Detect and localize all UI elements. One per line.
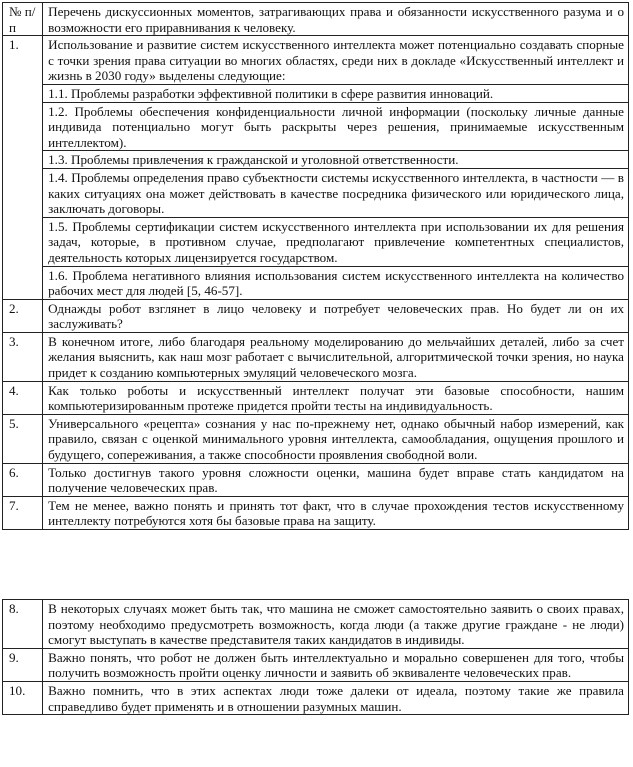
row-text: Универсального «рецепта» сознания у нас по-прежнему нет, однако обычный набор измерений, как правило, связан с оценкой минимального уровня интеллекта, самообладания, ощущения прошлого и будущего, сопереживания, а также способности проявления свободной воли. <box>43 414 629 463</box>
table-row <box>3 600 629 649</box>
table-row <box>3 463 629 496</box>
table-header-row <box>3 3 629 36</box>
table-row <box>3 496 629 529</box>
row-number: 7. <box>3 496 43 529</box>
table-row <box>3 381 629 414</box>
table-row <box>3 36 629 85</box>
sub-row <box>3 151 629 169</box>
row-text: Использование и развитие систем искусственного интеллекта может потенциально создавать спорные с точки зрения права ситуации во многих областях, среди них в докладе «Искусственный интеллект и жизнь в 2030 году» выделены следующие: <box>43 36 629 85</box>
sub-item: 1.4. Проблемы определения право субъектности системы искусственного интеллекта, в частности — в каких ситуациях она может действовать в качестве посредника физического или юридического лица, заключать договоры. <box>43 168 629 217</box>
row-text: Тем не менее, важно понять и принять тот факт, что в случае прохождения тестов искусственному интеллекту потребуются хотя бы базовые права на защиту. <box>43 496 629 529</box>
sub-row <box>3 266 629 299</box>
row-number: 3. <box>3 332 43 381</box>
discussion-table-continued <box>2 599 629 715</box>
sub-item: 1.1. Проблемы разработки эффективной политики в сфере развития инноваций. <box>43 84 629 102</box>
table-row <box>3 332 629 381</box>
sub-row <box>3 102 629 151</box>
row-number: 6. <box>3 463 43 496</box>
row-text: Важно помнить, что в этих аспектах люди тоже далеки от идеала, поэтому такие же правила справедливо будет применять и в отношении разумных машин. <box>43 681 629 714</box>
row-text: В конечном итоге, либо благодаря реальному моделированию до мельчайших деталей, либо за счет желания выяснить, как наш мозг работает с вычислительной, алгоритмической точки зрения, но наука придет к созданию компьютерных эмуляций человеческого мозга. <box>43 332 629 381</box>
sub-item: 1.2. Проблемы обеспечения конфиденциальности личной информации (поскольку личные данные индивида потенциально могут быть раскрыты через решения, принимаемые искусственным интеллектом). <box>43 102 629 151</box>
sub-row <box>3 84 629 102</box>
table-row <box>3 648 629 681</box>
row-number: 5. <box>3 414 43 463</box>
row-text: В некоторых случаях может быть так, что машина не сможет самостоятельно заявить о своих правах, поэтому необходимо предусмотреть возможность, когда люди (а также другие граждане - не люди) смогут выступать в качестве представителя таких кандидатов в индивиды. <box>43 600 629 649</box>
table-row <box>3 299 629 332</box>
row-text: Как только роботы и искусственный интеллект получат эти базовые способности, нашим компьютеризированным протеже придется пройти тесты на индивидуальность. <box>43 381 629 414</box>
sub-row <box>3 217 629 266</box>
header-text-cell: Перечень дискуссионных моментов, затрагивающих права и обязанности искусственного разума и о возможности его приравнивания к человеку. <box>43 3 629 36</box>
row-text: Однажды робот взглянет в лицо человеку и потребует человеческих прав. Но будет ли он их заслуживать? <box>43 299 629 332</box>
sub-item: 1.3. Проблемы привлечения к гражданской и уголовной ответственности. <box>43 151 629 169</box>
header-num-cell: № п/п <box>3 3 43 36</box>
row-number: 10. <box>3 681 43 714</box>
row-text: Важно понять, что робот не должен быть интеллектуально и морально совершенен для того, чтобы получить возможность пройти оценку личности и заявить об эквиваленте человеческих прав. <box>43 648 629 681</box>
sub-row <box>3 168 629 217</box>
discussion-table <box>2 2 629 530</box>
row-number: 8. <box>3 600 43 649</box>
row-number: 9. <box>3 648 43 681</box>
row-text: Только достигнув такого уровня сложности оценки, машина будет вправе стать кандидатом на получение человеческих прав. <box>43 463 629 496</box>
table-row <box>3 681 629 714</box>
row-number: 1. <box>3 36 43 300</box>
table-row <box>3 414 629 463</box>
row-number: 4. <box>3 381 43 414</box>
sub-item: 1.6. Проблема негативного влияния использования систем искусственного интеллекта на количество рабочих мест для людей [5, 46-57]. <box>43 266 629 299</box>
sub-item: 1.5. Проблемы сертификации систем искусственного интеллекта при использовании их для решения задач, которые, в противном случае, предполагают привлечение компетентных специалистов, деятельность которых лицензируется государством. <box>43 217 629 266</box>
row-number: 2. <box>3 299 43 332</box>
